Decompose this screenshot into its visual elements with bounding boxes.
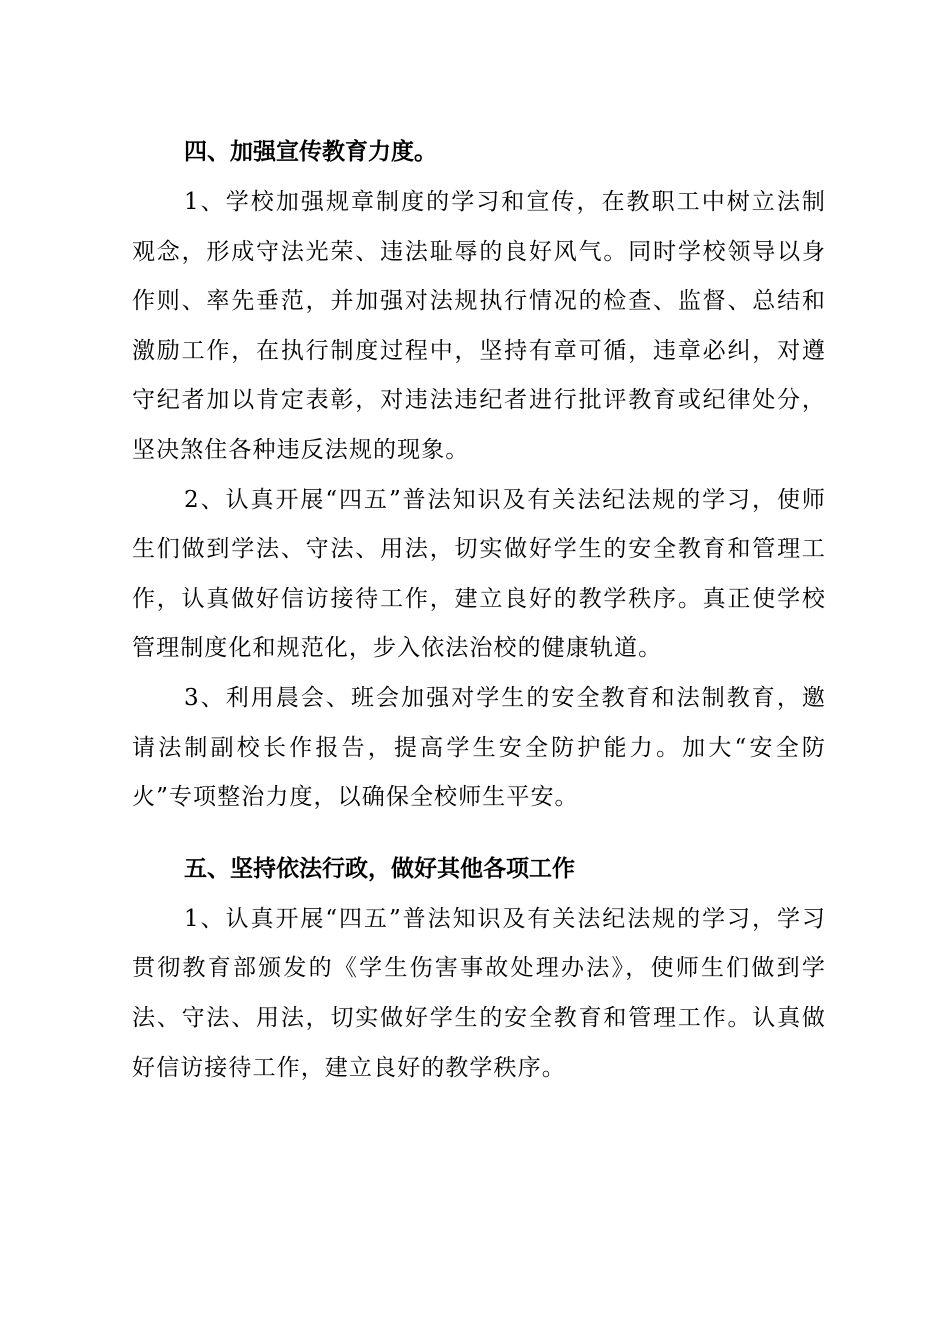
section-four-paragraph-3: 3、利用晨会、班会加强对学生的安全教育和法制教育，邀请法制副校长作报告，提高学生安全防护能力。加大“安全防火”专项整治力度，以确保全校师生平安。	[132, 684, 826, 811]
spacer	[132, 823, 826, 845]
document-body	[132, 128, 826, 1093]
section-four-paragraph-1: 1、学校加强规章制度的学习和宣传，在教职工中树立法制观念，形成守法光荣、违法耻辱的良好风气。同时学校领导以身作则、率先垂范，并加强对法规执行情况的检查、监督、总结和激励工作，在执行制度过程中，坚持有章可循，违章必纠，对遵守纪者加以肯定表彰，对违法违纪者进行批评教育或纪律处分，坚决煞住各种违反法规的现象。	[132, 189, 826, 463]
section-four-paragraph-2: 2、认真开展“四五”普法知识及有关法纪法规的学习，使师生们做到学法、守法、用法，切实做好学生的安全教育和管理工作，认真做好信访接待工作，建立良好的教学秩序。真正使学校管理制度化和规范化，步入依法治校的健康轨道。	[132, 486, 826, 662]
section-five-paragraph-1: 1、认真开展“四五”普法知识及有关法纪法规的学习，学习贯彻教育部颁发的《学生伤害事故处理办法》，使师生们做到学法、守法、用法，切实做好学生的安全教育和管理工作。认真做好信访接待工作，建立良好的教学秩序。	[132, 905, 826, 1081]
section-four-heading: 四、加强宣传教育力度。	[184, 139, 437, 165]
section-five-heading: 五、坚持依法行政，做好其他各项工作	[184, 855, 575, 882]
